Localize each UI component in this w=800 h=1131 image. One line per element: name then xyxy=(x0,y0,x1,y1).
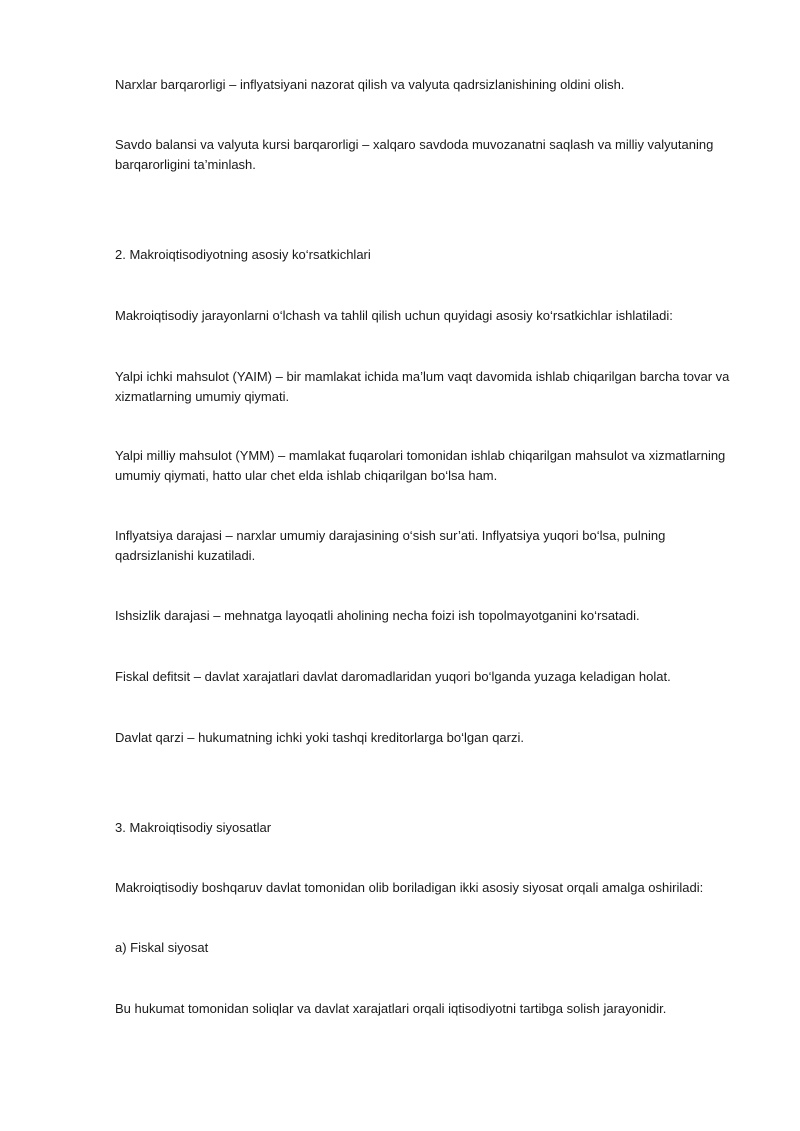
paragraph-trade-balance: Savdo balansi va valyuta kursi barqarorligi – xalqaro savdoda muvozanatni saqlash va milliy valyutaning barqarorligini ta’minlash. xyxy=(115,137,714,172)
paragraph-fiscal-policy-definition: Bu hukumat tomonidan soliqlar va davlat xarajatlari orqali iqtisodiyotni tartibga solish jarayonidir. xyxy=(115,1001,667,1016)
paragraph-public-debt: Davlat qarzi – hukumatning ichki yoki tashqi kreditorlarga bo‘lgan qarzi. xyxy=(115,730,524,745)
paragraph-fiscal-deficit: Fiskal defitsit – davlat xarajatlari davlat daromadlaridan yuqori bo‘lganda yuzaga keladigan holat. xyxy=(115,669,671,684)
paragraph-inflation: Inflyatsiya darajasi – narxlar umumiy darajasining o‘sish sur’ati. Inflyatsiya yuqori bo‘lsa, pulning qadrsizlanishi kuzatiladi. xyxy=(115,528,666,563)
paragraph-indicators-intro: Makroiqtisodiy jarayonlarni o‘lchash va tahlil qilish uchun quyidagi asosiy ko‘rsatkichlar ishlatiladi: xyxy=(115,308,673,323)
paragraph-price-stability: Narxlar barqarorligi – inflyatsiyani nazorat qilish va valyuta qadrsizlanishining oldini olish. xyxy=(115,77,625,92)
section-heading-indicators: 2. Makroiqtisodiyotning asosiy ko‘rsatkichlari xyxy=(115,247,371,262)
paragraph-unemployment: Ishsizlik darajasi – mehnatga layoqatli aholining necha foizi ish topolmayotganini ko‘rsatadi. xyxy=(115,608,640,623)
section-heading-policies: 3. Makroiqtisodiy siyosatlar xyxy=(115,820,272,835)
paragraph-gdp: Yalpi ichki mahsulot (YAIM) – bir mamlakat ichida ma’lum vaqt davomida ishlab chiqarilgan barcha tovar va xizmatlarning umumiy qiymati. xyxy=(115,369,730,404)
paragraph-gnp: Yalpi milliy mahsulot (YMM) – mamlakat fuqarolari tomonidan ishlab chiqarilgan mahsulot va xizmatlarning umumiy qiymati, hatto ular chet elda ishlab chiqarilgan bo‘lsa ham. xyxy=(115,448,726,483)
subheading-fiscal-policy: a) Fiskal siyosat xyxy=(115,940,209,955)
paragraph-policies-intro: Makroiqtisodiy boshqaruv davlat tomonidan olib boriladigan ikki asosiy siyosat orqali amalga oshiriladi: xyxy=(115,880,704,895)
